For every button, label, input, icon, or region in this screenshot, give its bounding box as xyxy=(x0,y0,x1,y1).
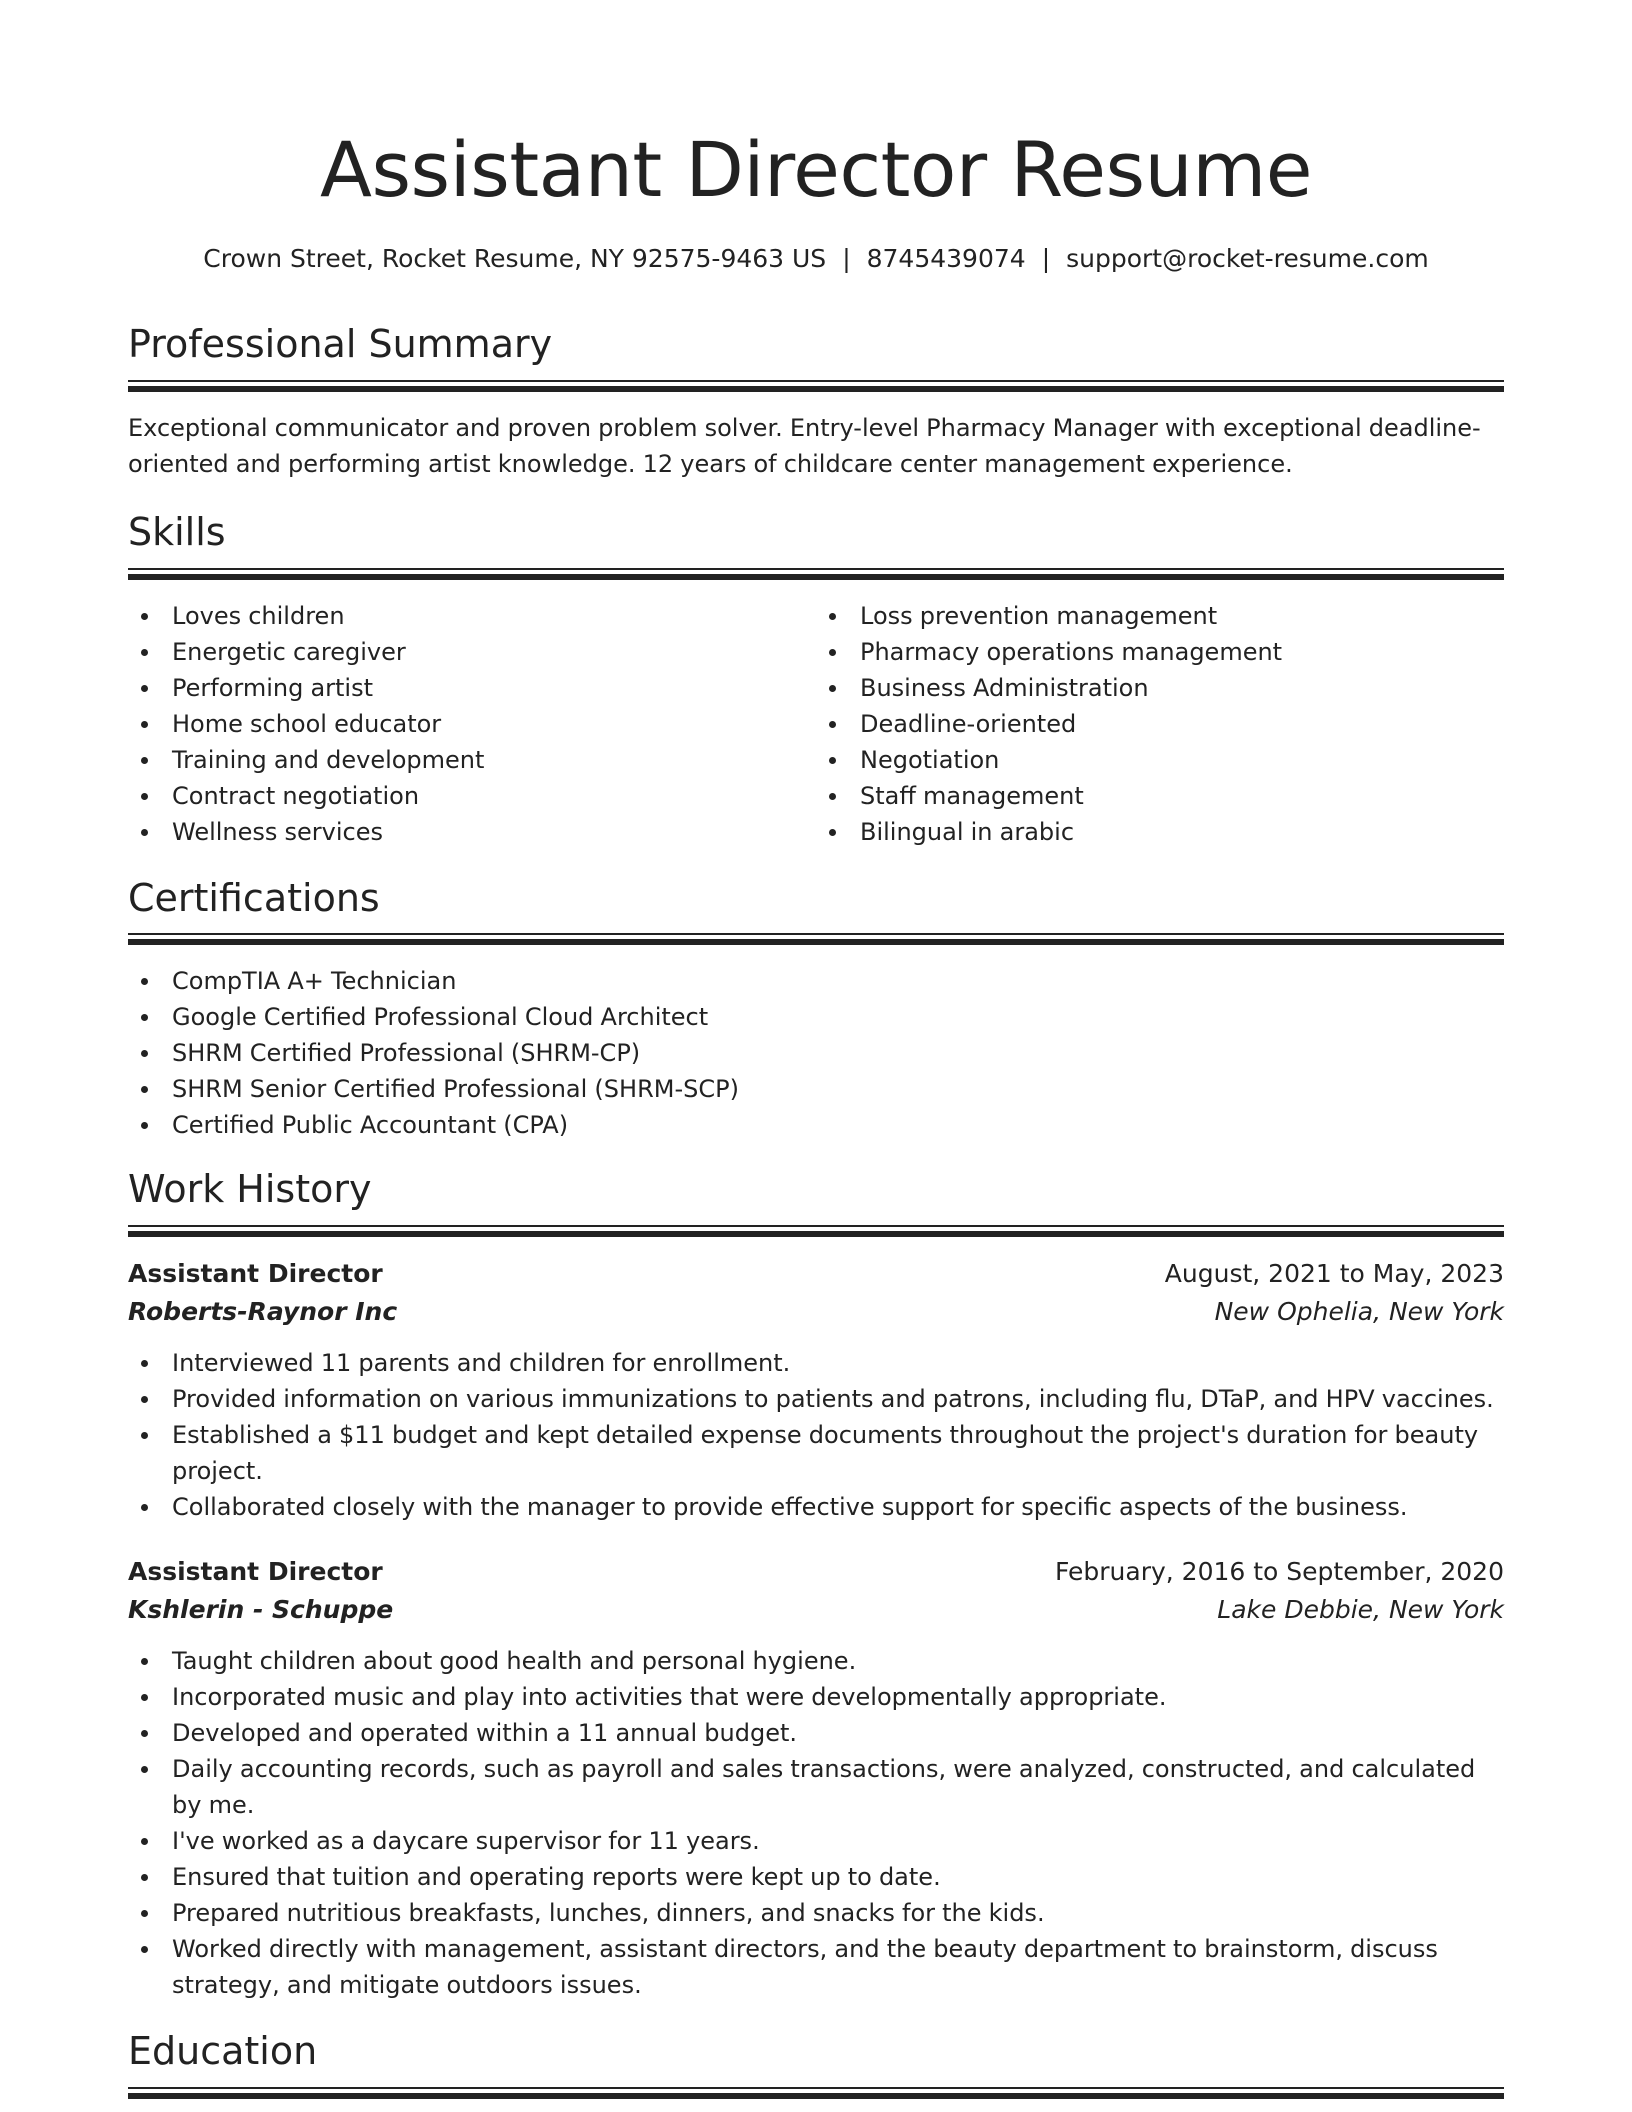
certification-item: SHRM Certified Professional (SHRM-CP) xyxy=(128,1035,1504,1071)
responsibility-item: Provided information on various immunizations to patients and patrons, including flu, DTaP, and HPV vaccines. xyxy=(128,1381,1504,1417)
job-dates: August, 2021 to May, 2023 xyxy=(1164,1259,1504,1289)
skill-item: Loss prevention management xyxy=(816,598,1504,634)
skill-item: Deadline-oriented xyxy=(816,706,1504,742)
section-title-certifications: Certifications xyxy=(128,875,380,920)
skill-item: Wellness services xyxy=(128,814,816,850)
responsibility-item: Developed and operated within a 11 annual budget. xyxy=(128,1715,1504,1751)
responsibility-item: Collaborated closely with the manager to provide effective support for specific aspects of the business. xyxy=(128,1489,1504,1525)
skill-item: Performing artist xyxy=(128,670,816,706)
job-header xyxy=(128,1255,1504,1293)
skill-item: Business Administration xyxy=(816,670,1504,706)
section-title-summary: Professional Summary xyxy=(128,322,553,366)
skills-grid xyxy=(128,598,1504,850)
certification-item: CompTIA A+ Technician xyxy=(128,963,1504,999)
section-divider xyxy=(128,380,1504,392)
skill-item: Training and development xyxy=(128,742,816,778)
skills-section xyxy=(128,509,1504,850)
contact-email[interactable]: support@rocket-resume.com xyxy=(1066,244,1429,273)
responsibility-item: Established a $11 budget and kept detailed expense documents throughout the project's duration for beauty project. xyxy=(128,1417,1504,1489)
job-location: Lake Debbie, New York xyxy=(1217,1595,1504,1625)
job-company: Kshlerin - Schuppe xyxy=(128,1595,394,1625)
summary-text: Exceptional communicator and proven problem solver. Entry-level Pharmacy Manager with exceptional deadline-oriented and performing artist knowledge. 12 years of childcare center management experience. xyxy=(128,413,1481,478)
certification-item: SHRM Senior Certified Professional (SHRM-SCP) xyxy=(128,1071,1504,1107)
skill-item: Energetic caregiver xyxy=(128,634,816,670)
job-entry xyxy=(128,1553,1504,2003)
job-subheader xyxy=(128,1293,1504,1331)
responsibility-item: I've worked as a daycare supervisor for 11 years. xyxy=(128,1823,1504,1859)
skill-item: Contract negotiation xyxy=(128,778,816,814)
section-divider xyxy=(128,568,1504,580)
skill-item: Home school educator xyxy=(128,706,816,742)
section-title-skills: Skills xyxy=(128,509,226,554)
skills-left-column xyxy=(128,598,816,850)
job-title: Assistant Director xyxy=(128,1259,383,1289)
section-divider xyxy=(128,1225,1504,1237)
job-responsibilities xyxy=(128,1643,1504,2003)
section-title-work-history: Work History xyxy=(128,1167,372,1212)
contact-phone: 8745439074 xyxy=(866,244,1026,273)
resume-title: Assistant Director Resume xyxy=(319,125,1313,214)
skill-item: Pharmacy operations management xyxy=(816,634,1504,670)
section-title-education: Education xyxy=(128,2029,318,2074)
section-divider xyxy=(128,933,1504,945)
skill-item: Negotiation xyxy=(816,742,1504,778)
contact-separator: | xyxy=(1041,244,1051,273)
skill-item: Staff management xyxy=(816,778,1504,814)
certifications-list xyxy=(128,963,1504,1143)
responsibility-item: Incorporated music and play into activities that were developmentally appropriate. xyxy=(128,1679,1504,1715)
skill-item: Loves children xyxy=(128,598,816,634)
responsibility-item: Interviewed 11 parents and children for enrollment. xyxy=(128,1345,1504,1381)
section-divider xyxy=(128,2087,1504,2099)
job-location: New Ophelia, New York xyxy=(1214,1297,1504,1327)
job-responsibilities xyxy=(128,1345,1504,1525)
education-section xyxy=(128,2031,1504,2099)
contact-separator: | xyxy=(842,244,851,273)
skills-right-column xyxy=(816,598,1504,850)
responsibility-item: Ensured that tuition and operating reports were kept up to date. xyxy=(128,1859,1504,1895)
certifications-section xyxy=(128,875,1504,1144)
responsibility-item: Prepared nutritious breakfasts, lunches, dinners, and snacks for the kids. xyxy=(128,1895,1504,1931)
job-header xyxy=(128,1553,1504,1591)
job-title: Assistant Director xyxy=(128,1557,383,1587)
responsibility-item: Taught children about good health and personal hygiene. xyxy=(128,1643,1504,1679)
certification-item: Certified Public Accountant (CPA) xyxy=(128,1107,1504,1143)
job-subheader xyxy=(128,1591,1504,1629)
responsibility-item: Worked directly with management, assistant directors, and the beauty department to brainstorm, discuss strategy, and mitigate outdoors issues. xyxy=(128,1931,1504,2003)
job-company: Roberts-Raynor Inc xyxy=(128,1297,398,1327)
job-dates: February, 2016 to September, 2020 xyxy=(1055,1557,1504,1587)
skill-item: Bilingual in arabic xyxy=(816,814,1504,850)
contact-line xyxy=(128,244,1504,274)
job-entry xyxy=(128,1255,1504,1525)
responsibility-item: Daily accounting records, such as payroll and sales transactions, were analyzed, constructed, and calculated by me. xyxy=(128,1751,1504,1823)
professional-summary-section xyxy=(128,324,1504,482)
contact-address: Crown Street, Rocket Resume, NY 92575-9463 US xyxy=(203,244,827,273)
certification-item: Google Certified Professional Cloud Architect xyxy=(128,999,1504,1035)
work-history-section xyxy=(128,1169,1504,2003)
